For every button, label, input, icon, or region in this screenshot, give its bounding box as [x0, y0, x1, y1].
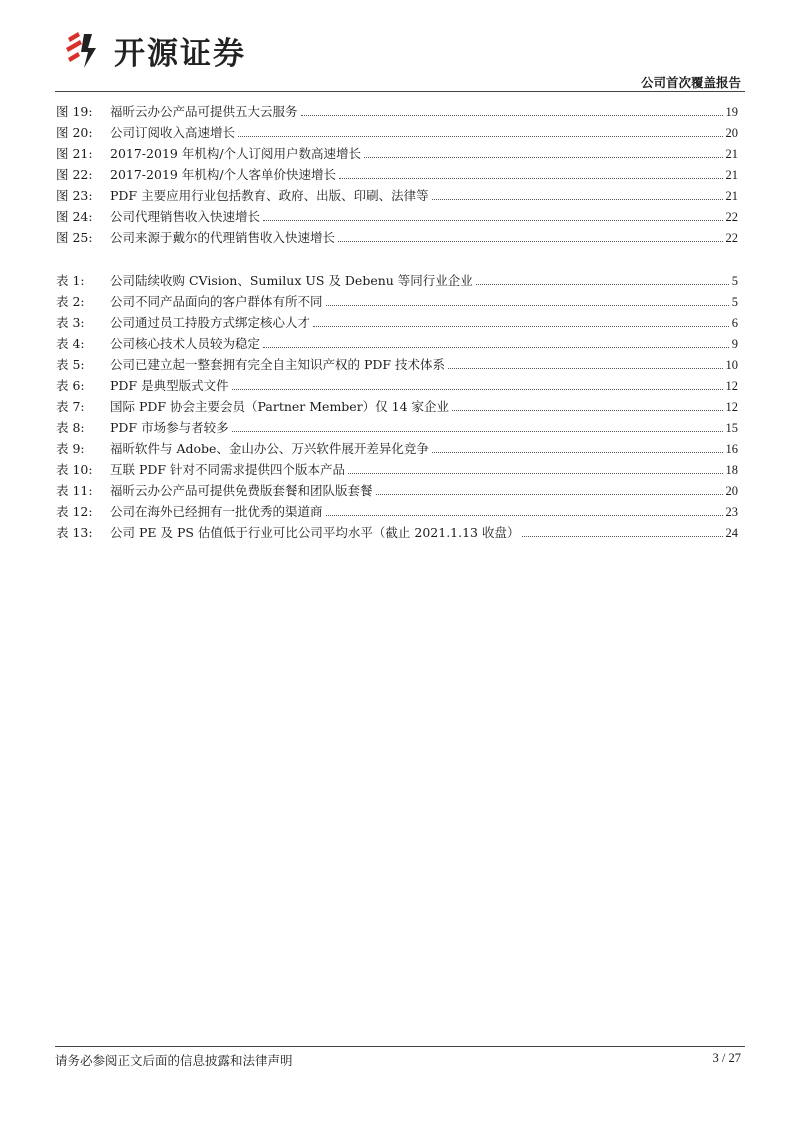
toc-title: 福昕软件与 Adobe、金山办公、万兴软件展开差异化竞争 — [110, 441, 429, 456]
toc-title: PDF 是典型版式文件 — [110, 378, 229, 393]
toc-title: 2017-2019 年机构/个人订阅用户数高速增长 — [110, 146, 362, 161]
figure-entry[interactable] — [56, 120, 738, 141]
toc-leader — [301, 115, 723, 116]
figure-entry[interactable] — [56, 183, 738, 204]
report-type: 公司首次覆盖报告 — [640, 75, 741, 90]
toc-label: 表 10: — [56, 462, 93, 477]
toc-title: 公司已建立起一整套拥有完全自主知识产权的 PDF 技术体系 — [110, 357, 446, 372]
toc-page: 23 — [725, 505, 738, 519]
toc-leader — [263, 220, 722, 221]
toc-title: PDF 市场参与者较多 — [110, 420, 229, 435]
toc-page: 20 — [725, 484, 738, 498]
toc-page: 21 — [725, 168, 738, 182]
toc-leader — [326, 305, 729, 306]
toc-title: 公司通过员工持股方式绑定核心人才 — [110, 315, 311, 330]
toc-label: 图 19: — [56, 104, 93, 119]
toc-title: 国际 PDF 协会主要会员（Partner Member）仅 14 家企业 — [110, 399, 450, 414]
toc-label: 表 8: — [56, 420, 85, 435]
toc-label: 表 1: — [56, 273, 85, 288]
toc-leader — [326, 515, 723, 516]
toc-page: 18 — [725, 463, 738, 477]
toc-leader — [522, 536, 722, 537]
toc-title: 福昕云办公产品可提供免费版套餐和团队版套餐 — [110, 483, 373, 498]
toc-label: 图 20: — [56, 125, 93, 140]
table-entry[interactable] — [56, 436, 738, 457]
table-entry[interactable] — [56, 331, 738, 352]
toc-page: 24 — [725, 526, 738, 540]
footer-divider — [55, 1046, 745, 1047]
toc-page: 10 — [725, 358, 738, 372]
toc-label: 表 7: — [56, 399, 85, 414]
toc-page: 21 — [725, 147, 738, 161]
figure-entry[interactable] — [56, 141, 738, 162]
toc-page: 20 — [725, 126, 738, 140]
brand-logo — [62, 28, 246, 72]
toc-label: 图 24: — [56, 209, 93, 224]
toc-page: 12 — [725, 400, 738, 414]
table-entry[interactable] — [56, 352, 738, 373]
toc-title: 互联 PDF 针对不同需求提供四个版本产品 — [110, 462, 346, 477]
toc-leader — [432, 452, 723, 453]
figure-entry[interactable] — [56, 162, 738, 183]
table-entry[interactable] — [56, 394, 738, 415]
toc-page: 19 — [725, 105, 738, 119]
table-entry[interactable] — [56, 415, 738, 436]
toc-leader — [232, 389, 723, 390]
toc-title: PDF 主要应用行业包括教育、政府、出版、印刷、法律等 — [110, 188, 429, 203]
toc-leader — [348, 473, 722, 474]
toc-label: 表 5: — [56, 357, 85, 372]
toc-label: 图 21: — [56, 146, 93, 161]
table-entry[interactable] — [56, 457, 738, 478]
toc-leader — [476, 284, 729, 285]
toc-label: 表 12: — [56, 504, 93, 519]
toc-leader — [339, 178, 722, 179]
toc-label: 表 2: — [56, 294, 85, 309]
table-entry[interactable] — [56, 289, 738, 310]
toc-label: 表 11: — [56, 483, 93, 498]
toc-leader — [448, 368, 722, 369]
toc-label: 表 9: — [56, 441, 85, 456]
toc-title: 公司核心技术人员较为稳定 — [110, 336, 261, 351]
figure-entry[interactable] — [56, 99, 738, 120]
toc-leader — [313, 326, 729, 327]
footer-disclaimer: 请务必参阅正文后面的信息披露和法律声明 — [55, 1053, 293, 1068]
toc-title: 公司来源于戴尔的代理销售收入快速增长 — [110, 230, 336, 245]
toc-page: 22 — [725, 210, 738, 224]
toc-page: 12 — [725, 379, 738, 393]
table-entry[interactable] — [56, 268, 738, 289]
toc-label: 表 13: — [56, 525, 93, 540]
header-divider — [55, 91, 745, 92]
toc-title: 公司代理销售收入快速增长 — [110, 209, 261, 224]
toc-leader — [263, 347, 729, 348]
toc-title: 公司陆续收购 CVision、Sumilux US 及 Debenu 等同行业企业 — [110, 273, 473, 288]
toc-label: 图 22: — [56, 167, 93, 182]
toc-page: 21 — [725, 189, 738, 203]
toc-title: 公司不同产品面向的客户群体有所不同 — [110, 294, 323, 309]
toc-label: 图 23: — [56, 188, 93, 203]
toc-title: 福昕云办公产品可提供五大云服务 — [110, 104, 298, 119]
toc-title: 公司订阅收入高速增长 — [110, 125, 236, 140]
table-entry[interactable] — [56, 499, 738, 520]
toc-page: 15 — [725, 421, 738, 435]
toc-title: 2017-2019 年机构/个人客单价快速增长 — [110, 167, 337, 182]
table-entry[interactable] — [56, 310, 738, 331]
table-entry[interactable] — [56, 478, 738, 499]
figure-entry[interactable] — [56, 204, 738, 225]
toc-label: 图 25: — [56, 230, 93, 245]
toc-title: 公司在海外已经拥有一批优秀的渠道商 — [110, 504, 323, 519]
toc-label: 表 4: — [56, 336, 85, 351]
figure-entry[interactable] — [56, 225, 738, 246]
toc-leader — [376, 494, 723, 495]
page-number: 3 / 27 — [712, 1051, 741, 1065]
toc-leader — [432, 199, 723, 200]
toc-label: 表 3: — [56, 315, 85, 330]
brand-name: 开源证券 — [114, 35, 246, 72]
table-list — [56, 268, 738, 541]
toc-leader — [364, 157, 722, 158]
toc-leader — [238, 136, 722, 137]
brand-logo-icon — [62, 28, 106, 72]
toc-title: 公司 PE 及 PS 估值低于行业可比公司平均水平（截止 2021.1.13 收盘） — [110, 525, 520, 540]
table-entry[interactable] — [56, 373, 738, 394]
toc-leader — [338, 241, 722, 242]
toc-page: 5 — [731, 295, 738, 309]
toc-leader — [232, 431, 723, 432]
toc-page: 5 — [731, 274, 738, 288]
figure-list — [56, 99, 738, 246]
toc-leader — [452, 410, 722, 411]
toc-page: 22 — [725, 231, 738, 245]
toc-page: 16 — [725, 442, 738, 456]
toc-label: 表 6: — [56, 378, 85, 393]
toc-page: 6 — [731, 316, 738, 330]
toc-page: 9 — [731, 337, 738, 351]
table-entry[interactable] — [56, 520, 738, 541]
